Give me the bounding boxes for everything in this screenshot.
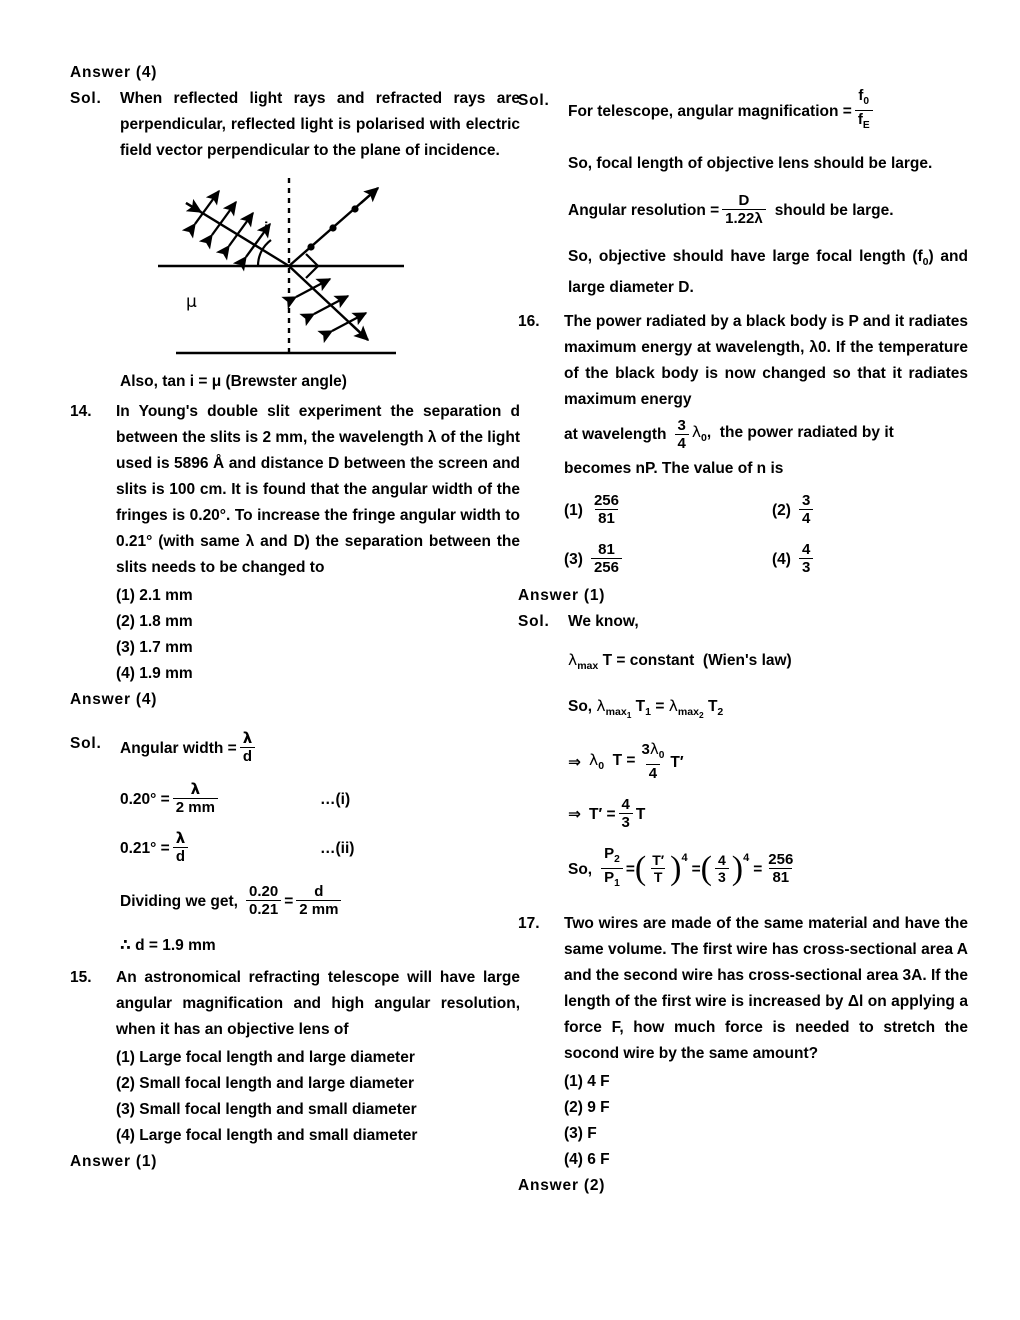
sol-16-wien-law: $\lambda_{max}$ T = constant (Wien's law)	[568, 651, 792, 673]
brewster-diagram-svg	[146, 170, 446, 365]
eq-b-den: 3	[619, 813, 633, 831]
resolution-label: Angular resolution =	[568, 201, 720, 219]
eq-c-pn2: 4	[717, 852, 726, 869]
eq-c-paren2-close: )	[731, 849, 744, 887]
q16-frac-den: 4	[675, 434, 689, 452]
sol-14-label: Sol.	[70, 735, 102, 752]
eq-a-num: $3\lambda_0$	[641, 740, 665, 762]
question-14-option-4[interactable]: (4) 1.9 mm	[116, 665, 193, 682]
solution-13	[70, 86, 520, 164]
resolution-fraction	[722, 192, 766, 227]
q16-opt2-fraction	[799, 492, 813, 527]
q16-opt4-num: 4	[801, 541, 811, 559]
q16-opt3-den: 256	[591, 558, 622, 576]
sol-13-text: When reflected light rays and refracted rays are perpendicular, reflected light is polarised with electric field vector perpendicular to the plane of incidence.	[120, 90, 520, 159]
question-16-text-part2	[564, 415, 968, 455]
question-17	[518, 911, 968, 1067]
q16-opt3-tag: (3)	[564, 550, 583, 568]
eq-c-fraction-t	[649, 852, 667, 885]
q16-opt2-tag: (2)	[772, 501, 791, 519]
question-14-option-2[interactable]: (2) 1.8 mm	[116, 613, 193, 630]
resolution-numerator: D	[738, 192, 750, 209]
answer-17: Answer (2)	[518, 1177, 606, 1195]
question-17-option-1[interactable]: (1) 4 F	[564, 1073, 610, 1091]
solution-14	[70, 731, 520, 766]
angular-width-text: Angular width =	[120, 739, 237, 757]
resolution-suffix: should be large.	[774, 201, 894, 219]
sol-15-magnification	[568, 88, 968, 135]
eq-c-exp2: 4	[743, 851, 750, 864]
question-14-option-1[interactable]: (1) 2.1 mm	[116, 587, 193, 604]
eq-c-den1: $P_1$	[601, 868, 623, 892]
eq3-den1: 0.21	[246, 900, 281, 918]
eq1-denominator: 2 mm	[173, 798, 218, 816]
q16-opt4-den: 3	[799, 558, 813, 576]
brewster-angle-diagram	[146, 170, 446, 365]
sol-14-equation-1	[120, 782, 520, 817]
question-17-option-4[interactable]: (4) 6 F	[564, 1151, 610, 1169]
sol-16-equation-so: So, $\lambda_{max_1}$ $T_1 = \lambda_{max_2}$ $T_2$	[568, 697, 724, 721]
eq-a-fraction	[639, 741, 668, 782]
q16-opt4-fraction	[799, 541, 813, 576]
answer-15: Answer (1)	[70, 1153, 158, 1170]
eq3-equals: =	[284, 892, 294, 910]
resolution-denominator: 1.22λ	[722, 209, 766, 227]
sol-14-result: ∴ d = 1.9 mm	[120, 937, 216, 954]
q16-wavelength-mid: $\lambda_0$, the power radiated by it	[691, 423, 894, 445]
question-17-option-3[interactable]: (3) F	[564, 1125, 597, 1143]
eq-b-rhs: T	[635, 805, 646, 823]
eq-a-den: 4	[646, 764, 660, 782]
q16-opt2-den: 4	[799, 509, 813, 527]
q16-opt1-num: 256	[593, 492, 619, 510]
eq3-den2: 2 mm	[296, 900, 341, 918]
question-15-option-3[interactable]: (3) Small focal length and small diameter	[116, 1101, 417, 1118]
sol-15-line4	[518, 244, 968, 301]
eq-c-fraction-43	[715, 852, 729, 885]
question-14	[70, 399, 520, 581]
eq3-fraction-right	[296, 883, 341, 918]
eq1-lhs: 0.20° =	[120, 790, 170, 808]
eq-c-paren1-open: (	[634, 849, 647, 887]
sol-16-label: Sol.	[518, 613, 550, 631]
sol-14-angular-width	[120, 731, 258, 766]
eq3-num1: 0.20	[248, 883, 279, 900]
question-16-option-1[interactable]	[564, 493, 772, 528]
q16-opt4-tag: (4)	[772, 550, 791, 568]
eq-c-num1: $P_2$	[604, 845, 620, 866]
eq-c-eq1: =	[625, 860, 635, 878]
eq-b-num: 4	[621, 796, 630, 814]
q16-frac-num: 3	[677, 416, 686, 434]
sol-15-line2-text: So, focal length of objective lens should be large.	[568, 155, 933, 172]
sol-15-label: Sol.	[518, 92, 550, 109]
sol-14-equation-2	[120, 831, 520, 866]
eq2-tag: …(ii)	[320, 839, 355, 857]
question-14-text: In Young's double slit experiment the separation d between the slits is 2 mm, the wavelength λ of the light used is 5896 Å and distance D between the screen and slits is 100 cm. It is found that the angular width of the fringes is 0.20°. To increase the fringe angular width to 0.21° (with same λ and D) the separation between the slits needs to be changed to	[116, 403, 520, 576]
answer-16: Answer (1)	[518, 587, 606, 605]
question-16-option-2[interactable]	[772, 493, 816, 528]
solution-15	[518, 88, 968, 135]
eq-c-eq2: =	[691, 860, 701, 878]
q16-wavelength-pre: at wavelength	[564, 426, 667, 444]
magnification-fraction	[855, 87, 873, 134]
eq-c-exp1: 4	[681, 851, 688, 864]
sol-16-equation-c	[568, 846, 968, 893]
eq2-denominator: d	[173, 847, 188, 865]
eq-b-lhs: T′ =	[589, 805, 616, 823]
eq-c-fraction-p	[601, 845, 623, 892]
eq2-lhs: 0.21° =	[120, 839, 170, 857]
question-16-text-part3: becomes nP. The value of n is	[564, 460, 784, 478]
eq3-lead: Dividing we get,	[120, 892, 238, 910]
q16-opt1-tag: (1)	[564, 501, 583, 519]
question-14-number: 14.	[70, 403, 92, 420]
question-14-option-3[interactable]: (3) 1.7 mm	[116, 639, 193, 656]
sol-15-resolution	[518, 193, 968, 228]
question-15-number: 15.	[70, 969, 92, 986]
q16-opt2-num: 3	[801, 492, 811, 510]
q16-opt3-num: 81	[598, 541, 615, 559]
eq1-numerator: λ	[190, 780, 201, 798]
q16-opt1-den: 81	[595, 509, 618, 527]
question-16	[518, 309, 968, 413]
eq3-fraction-left	[246, 883, 281, 918]
eq-a-lhs: $\lambda_0$ T =	[589, 750, 636, 773]
answer-14: Answer (4)	[70, 691, 158, 708]
q16-opt1-fraction	[591, 492, 622, 527]
eq3-num2: d	[314, 883, 324, 900]
question-16-options-row2	[564, 542, 968, 577]
question-16-options-row1	[564, 493, 968, 528]
q16-wavelength-fraction	[675, 417, 689, 452]
question-16-number: 16.	[518, 313, 540, 331]
sol-15-line2	[518, 151, 968, 177]
sol-15-line4-text: So, objective should have large focal length $(f_0)$ and large diameter D.	[568, 248, 968, 297]
eq-c-den3: 81	[769, 868, 792, 886]
question-17-text: Two wires are made of the same material and have the same volume. The first wire has cross-sectional area A and the second wire has cross-sectional area 3A. If the length of the first wire is increased by Δl on applying a force F, how much force is needed to stretch the socond wire by the same amount?	[564, 915, 968, 1063]
question-16-option-4[interactable]	[772, 542, 816, 577]
left-column	[70, 60, 520, 1175]
eq2-fraction	[173, 830, 189, 865]
eq-c-paren1-close: )	[670, 849, 682, 887]
eq1-fraction	[173, 781, 218, 816]
eq-c-fraction-result	[765, 851, 796, 886]
question-15-text: An astronomical refracting telescope will have large angular magnification and high angular resolution, when it has an objective lens of	[116, 969, 520, 1038]
sol-16-equation-a	[568, 742, 968, 783]
fE-denominator: $f_E$	[855, 110, 873, 134]
eq2-numerator: λ	[175, 829, 186, 847]
eq-b-arrow: ⇒	[568, 805, 581, 823]
question-15-option-1[interactable]: (1) Large focal length and large diameter	[116, 1049, 415, 1066]
magnification-text: For telescope, angular magnification =	[568, 102, 852, 120]
sol-label: Sol.	[70, 90, 102, 107]
answer-13: Answer (4)	[70, 64, 158, 81]
eq1-tag: …(i)	[320, 790, 351, 808]
question-17-option-2[interactable]: (2) 9 F	[564, 1099, 610, 1117]
diagram-caption: Also, tan i = μ (Brewster angle)	[120, 373, 347, 390]
eq-a-rhs: T′	[670, 753, 684, 771]
solution-16	[518, 609, 968, 635]
sol-16-equation-b	[568, 797, 968, 832]
eq-a-arrow: ⇒	[568, 753, 581, 771]
angular-width-fraction	[240, 730, 256, 765]
question-16-text-part1: The power radiated by a black body is P and it radiates maximum energy at wavelength, λ0. If the temperature of the black body is now changed so that it radiates maximum energy	[564, 313, 968, 409]
eq-c-pn1: T′	[652, 852, 665, 869]
question-17-number: 17.	[518, 915, 540, 933]
question-15	[70, 965, 520, 1043]
eq-c-paren2-open: (	[700, 849, 712, 887]
q16-opt3-fraction	[591, 541, 622, 576]
f0-numerator: $f_0$	[858, 87, 870, 107]
question-16-option-3[interactable]	[564, 542, 772, 577]
eq-b-fraction	[619, 796, 633, 831]
eq-c-num3: 256	[768, 851, 794, 869]
question-15-option-2[interactable]: (2) Small focal length and large diameter	[116, 1075, 415, 1092]
eq-c-eq3: =	[753, 860, 763, 878]
sol-14-equation-3	[120, 884, 520, 919]
frac-denominator: d	[240, 747, 255, 765]
refractive-index-label: μ	[186, 292, 197, 312]
eq-c-pd2: 3	[715, 868, 729, 885]
right-column	[518, 88, 968, 1199]
eq-c-pd1: T	[651, 868, 666, 885]
sol-16-lead: We know,	[568, 613, 639, 631]
question-15-option-4[interactable]: (4) Large focal length and small diameter	[116, 1127, 418, 1144]
eq-c-lead: So,	[568, 860, 593, 878]
angle-of-incidence-label: i	[264, 220, 269, 237]
frac-numerator: λ	[242, 729, 253, 747]
